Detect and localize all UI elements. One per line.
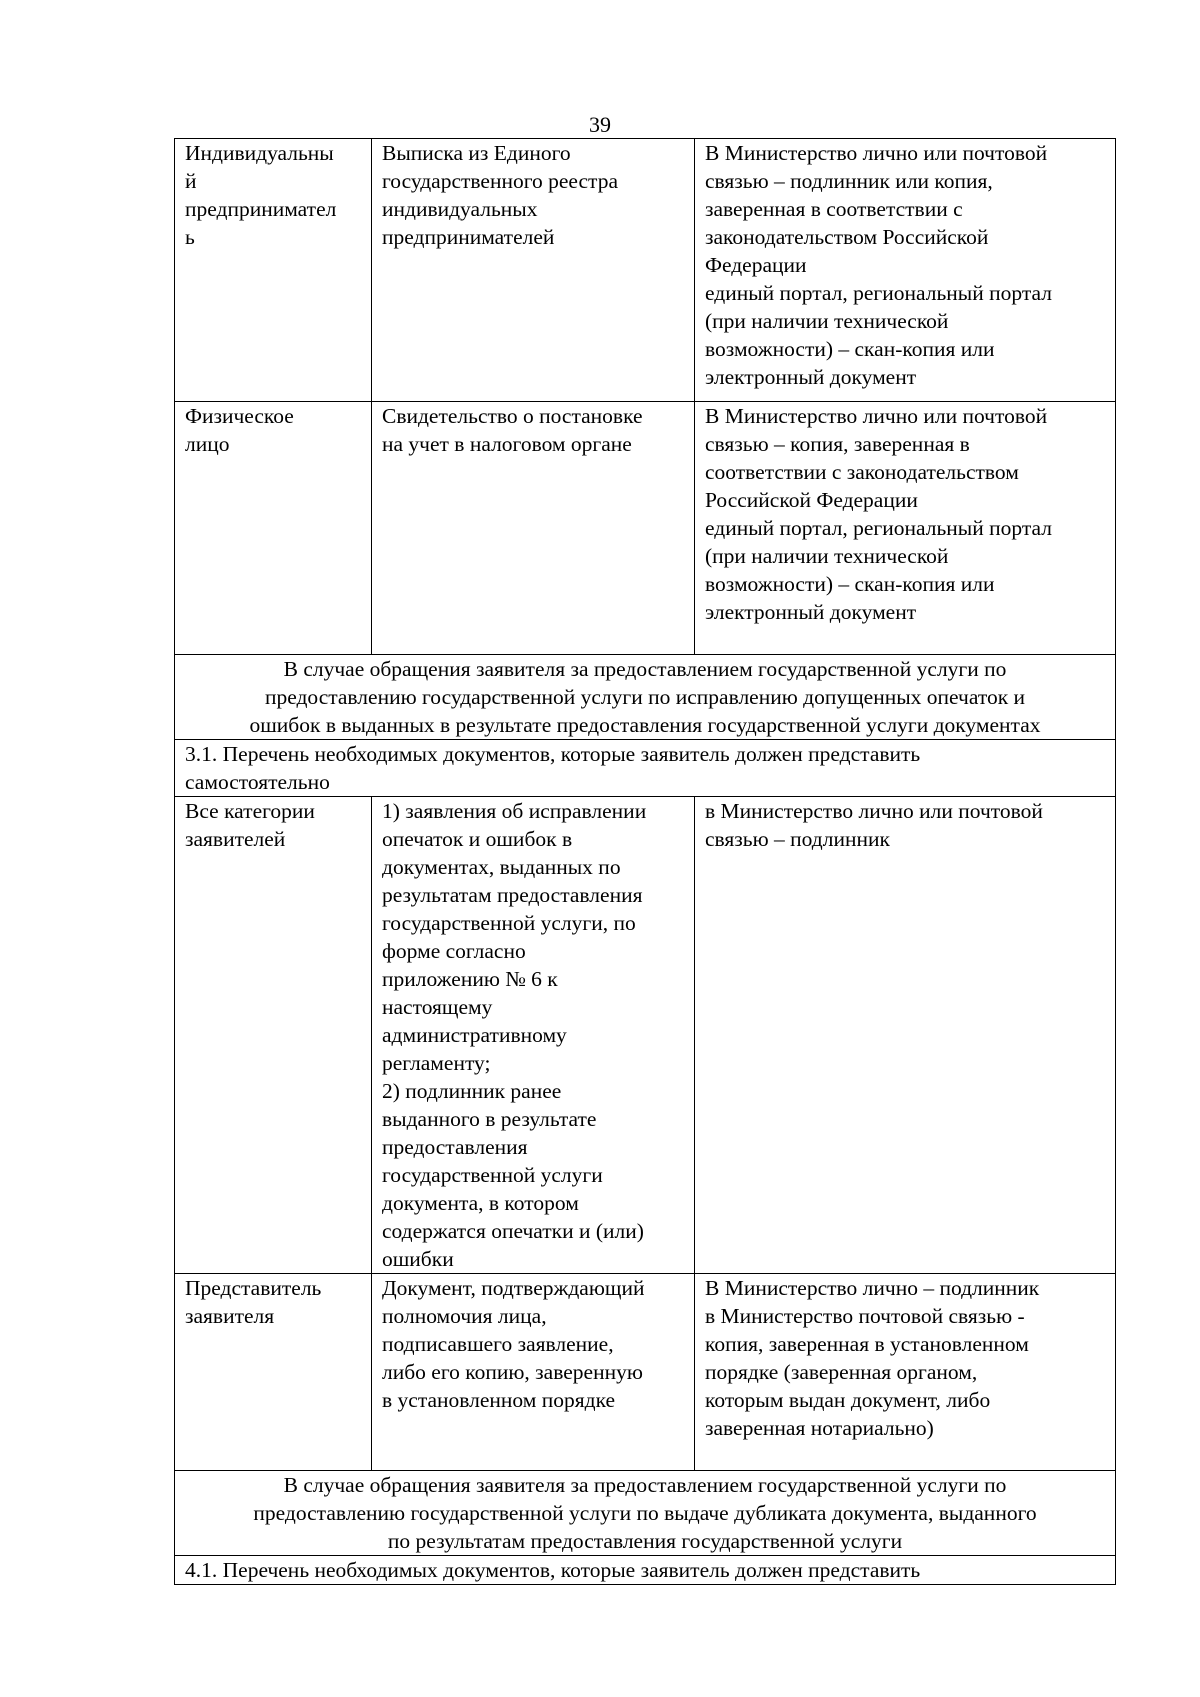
section-3-subheading: 3.1. Перечень необходимых документов, которые заявитель должен представить самостоятельно — [175, 740, 1116, 797]
section-4-heading: В случае обращения заявителя за предоставлением государственной услуги по предоставлению государственной услуги по выдаче дубликата документа, выданного по результатам предоставления государственной услуги — [175, 1471, 1116, 1556]
submission-cell: в Министерство лично или почтовой связью – подлинник — [695, 797, 1116, 1274]
table-row — [175, 139, 1116, 402]
applicant-cell: Все категории заявителей — [175, 797, 372, 1274]
submission-cell: В Министерство лично или почтовой связью – подлинник или копия, заверенная в соответствии с законодательством Российской Федерации единый портал, региональный портал (при наличии технической возможности) – скан-копия или электронный документ — [695, 139, 1116, 402]
submission-cell: В Министерство лично – подлинник в Министерство почтовой связью - копия, заверенная в установленном порядке (заверенная органом, которым выдан документ, либо заверенная нотариально) — [695, 1274, 1116, 1471]
section-heading-row — [175, 1471, 1116, 1556]
table-row — [175, 402, 1116, 655]
document-cell: 1) заявления об исправлении опечаток и ошибок в документах, выданных по результатам предоставления государственной услуги, по форме согласно приложению № 6 к настоящему административному регламенту; 2) подлинник ранее выданного в результате предоставления государственной услуги документа, в котором содержатся опечатки и (или) ошибки — [372, 797, 695, 1274]
submission-cell: В Министерство лично или почтовой связью – копия, заверенная в соответствии с законодательством Российской Федерации единый портал, региональный портал (при наличии технической возможности) – скан-копия или электронный документ — [695, 402, 1116, 655]
section-subheading-row — [175, 1556, 1116, 1585]
applicant-cell: Представитель заявителя — [175, 1274, 372, 1471]
section-subheading-row — [175, 740, 1116, 797]
applicant-cell: Физическое лицо — [175, 402, 372, 655]
document-cell: Выписка из Единого государственного реестра индивидуальных предпринимателей — [372, 139, 695, 402]
documents-table — [174, 138, 1116, 1585]
document-cell: Документ, подтверждающий полномочия лица, подписавшего заявление, либо его копию, заверенную в установленном порядке — [372, 1274, 695, 1471]
section-3-heading: В случае обращения заявителя за предоставлением государственной услуги по предоставлению государственной услуги по исправлению допущенных опечаток и ошибок в выданных в результате предоставления государственной услуги документах — [175, 655, 1116, 740]
applicant-cell: Индивидуальны й предпринимател ь — [175, 139, 372, 402]
section-4-subheading: 4.1. Перечень необходимых документов, которые заявитель должен представить — [175, 1556, 1116, 1585]
document-cell: Свидетельство о постановке на учет в налоговом органе — [372, 402, 695, 655]
table-row — [175, 797, 1116, 1274]
page-number: 39 — [589, 112, 611, 137]
table-row — [175, 1274, 1116, 1471]
section-heading-row — [175, 655, 1116, 740]
